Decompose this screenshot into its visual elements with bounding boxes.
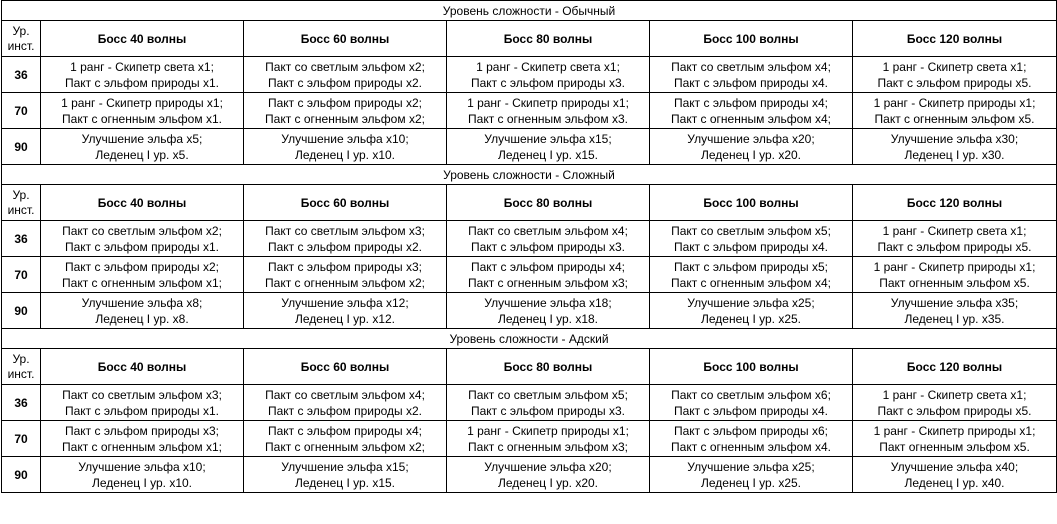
difficulty-section-row <box>2 165 1057 185</box>
table-row <box>2 129 1057 165</box>
reward-line: Пакт со светлым эльфом х5; <box>671 223 831 238</box>
reward-cell <box>244 221 447 257</box>
reward-cell <box>853 457 1057 493</box>
reward-line: Леденец I ур. х10. <box>294 147 396 162</box>
reward-line: Пакт со светлым эльфом х2; <box>265 59 425 74</box>
reward-line: 1 ранг - Скипетр природы х1; <box>467 423 629 438</box>
reward-line: Пакт с эльфом природы х5. <box>877 75 1032 90</box>
reward-line: Пакт с эльфом природы х3. <box>470 403 626 418</box>
boss-column-header: Босс 100 волны <box>650 349 853 385</box>
reward-line: Улучшение эльфа х40; <box>890 459 1019 474</box>
reward-line: 1 ранг - Скипетр света х1; <box>476 59 620 74</box>
reward-line: Пакт с огненным эльфом х2; <box>265 111 425 126</box>
reward-cell <box>853 129 1057 165</box>
reward-line: Пакт со светлым эльфом х4; <box>468 223 628 238</box>
reward-cell <box>853 293 1057 329</box>
level-column-header-line: Ур. <box>12 23 30 38</box>
table-header-row <box>2 349 1057 385</box>
table-header-row <box>2 21 1057 57</box>
instance-level-cell: 70 <box>2 257 41 293</box>
reward-cell <box>853 93 1057 129</box>
reward-cell <box>650 385 853 421</box>
reward-cell <box>650 221 853 257</box>
instance-level-cell: 90 <box>2 293 41 329</box>
reward-line: Пакт с эльфом природы х1. <box>64 75 220 90</box>
reward-cell <box>650 457 853 493</box>
reward-line: Леденец I ур. х8. <box>95 311 189 326</box>
table-row <box>2 457 1057 493</box>
reward-cell <box>650 129 853 165</box>
level-column-header <box>2 21 41 57</box>
reward-line: Улучшение эльфа х15; <box>281 459 409 474</box>
reward-line: Пакт со светлым эльфом х2; <box>62 223 222 238</box>
boss-column-header: Босс 80 волны <box>447 185 650 221</box>
reward-cell <box>447 129 650 165</box>
reward-line: Улучшение эльфа х10; <box>281 131 409 146</box>
table-row <box>2 57 1057 93</box>
reward-cell <box>650 257 853 293</box>
level-column-header-line: инст. <box>7 38 35 53</box>
reward-cell <box>650 93 853 129</box>
reward-line: 1 ранг - Скипетр света х1; <box>882 59 1027 74</box>
table-row <box>2 221 1057 257</box>
level-column-header-line: инст. <box>7 202 35 217</box>
reward-line: Улучшение эльфа х10; <box>78 459 206 474</box>
difficulty-section-title: Уровень сложности - Сложный <box>2 165 1057 185</box>
reward-line: Пакт с эльфом природы х6; <box>673 423 829 438</box>
reward-line: Леденец I ур. х35. <box>904 311 1005 326</box>
reward-cell <box>41 457 244 493</box>
reward-line: Леденец I ур. х20. <box>700 147 802 162</box>
reward-line: Пакт с огненным эльфом х3; <box>468 275 628 290</box>
boss-column-header: Босс 100 волны <box>650 21 853 57</box>
level-column-header-line: Ур. <box>12 351 30 366</box>
instance-level-cell: 70 <box>2 93 41 129</box>
reward-cell <box>41 57 244 93</box>
reward-line: Пакт с эльфом природы х2; <box>64 259 220 274</box>
reward-line: 1 ранг - Скипетр природы х1; <box>467 95 629 110</box>
reward-line: 1 ранг - Скипетр природы х1; <box>873 423 1036 438</box>
boss-column-header: Босс 60 волны <box>244 185 447 221</box>
reward-line: Пакт с эльфом природы х4; <box>267 423 423 438</box>
reward-line: Пакт с эльфом природы х2. <box>267 239 423 254</box>
reward-cell <box>447 221 650 257</box>
table-row <box>2 257 1057 293</box>
reward-line: Улучшение эльфа х12; <box>281 295 409 310</box>
reward-line: Пакт с огненным эльфом х2; <box>265 439 425 454</box>
table-row <box>2 385 1057 421</box>
reward-cell <box>447 385 650 421</box>
reward-cell <box>41 385 244 421</box>
reward-cell <box>244 293 447 329</box>
reward-line: 1 ранг - Скипетр света х1; <box>70 59 214 74</box>
difficulty-section-title: Уровень сложности - Адский <box>2 329 1057 349</box>
reward-line: 1 ранг - Скипетр природы х1; <box>873 259 1036 274</box>
reward-line: Пакт с эльфом природы х4. <box>673 403 829 418</box>
reward-line: Леденец I ур. х15. <box>294 475 396 490</box>
reward-line: Пакт с огненным эльфом х2; <box>265 275 425 290</box>
reward-line: Пакт с эльфом природы х4; <box>673 95 829 110</box>
reward-line: Пакт с огненным эльфом х3; <box>468 439 628 454</box>
boss-column-header: Босс 80 волны <box>447 21 650 57</box>
boss-column-header: Босс 60 волны <box>244 349 447 385</box>
reward-line: Пакт с огненным эльфом х3. <box>468 111 628 126</box>
reward-line: Пакт с огненным эльфом х1. <box>62 111 222 126</box>
reward-line: Леденец I ур. х30. <box>904 147 1005 162</box>
reward-cell <box>244 257 447 293</box>
table-row <box>2 421 1057 457</box>
reward-cell <box>447 421 650 457</box>
reward-line: Пакт со светлым эльфом х4; <box>265 387 425 402</box>
reward-cell <box>650 293 853 329</box>
reward-cell <box>853 57 1057 93</box>
boss-column-header: Босс 120 волны <box>853 185 1057 221</box>
difficulty-section-row <box>2 329 1057 349</box>
reward-line: 1 ранг - Скипетр света х1; <box>882 223 1027 238</box>
reward-cell <box>853 385 1057 421</box>
reward-line: Пакт с эльфом природы х2. <box>267 403 423 418</box>
table-row <box>2 93 1057 129</box>
reward-line: Леденец I ур. х25. <box>700 311 802 326</box>
reward-cell <box>650 57 853 93</box>
reward-line: Леденец I ур. х18. <box>497 311 599 326</box>
reward-line: Пакт с эльфом природы х1. <box>64 239 220 254</box>
reward-cell <box>447 457 650 493</box>
reward-line: Пакт с огненным эльфом х1; <box>62 439 222 454</box>
table-row <box>2 293 1057 329</box>
reward-line: Пакт с эльфом природы х3. <box>470 75 626 90</box>
reward-line: Пакт с огненным эльфом х4; <box>671 111 831 126</box>
reward-line: Пакт со светлым эльфом х4; <box>671 59 831 74</box>
reward-line: Леденец I ур. х20. <box>497 475 599 490</box>
reward-line: Пакт с эльфом природы х1. <box>64 403 220 418</box>
reward-cell <box>447 293 650 329</box>
reward-line: Пакт с огненным эльфом х4. <box>671 439 831 454</box>
reward-line: 1 ранг - Скипетр природы х1; <box>873 95 1036 110</box>
instance-level-cell: 70 <box>2 421 41 457</box>
reward-line: Леденец I ур. х12. <box>294 311 396 326</box>
table-header-row <box>2 185 1057 221</box>
reward-cell <box>853 257 1057 293</box>
reward-cell <box>41 129 244 165</box>
instance-level-cell: 36 <box>2 221 41 257</box>
reward-line: Пакт огненным эльфом х5. <box>879 275 1030 290</box>
reward-line: Улучшение эльфа х30; <box>890 131 1019 146</box>
boss-column-header: Босс 120 волны <box>853 21 1057 57</box>
boss-column-header: Босс 100 волны <box>650 185 853 221</box>
reward-line: Пакт с огненным эльфом х4; <box>671 275 831 290</box>
reward-cell <box>244 421 447 457</box>
reward-line: Пакт с огненным эльфом х5. <box>874 111 1035 126</box>
reward-line: Улучшение эльфа х20; <box>687 131 815 146</box>
reward-line: Пакт со светлым эльфом х3; <box>265 223 425 238</box>
reward-line: Пакт со светлым эльфом х6; <box>671 387 831 402</box>
reward-line: Пакт с эльфом природы х4. <box>673 239 829 254</box>
level-column-header-line: Ур. <box>12 187 30 202</box>
reward-line: Пакт с эльфом природы х4. <box>673 75 829 90</box>
reward-line: Улучшение эльфа х25; <box>687 295 815 310</box>
reward-line: Пакт с огненным эльфом х1; <box>62 275 222 290</box>
reward-line: Пакт с эльфом природы х2; <box>267 95 423 110</box>
difficulty-section-row <box>2 1 1057 21</box>
instance-level-cell: 90 <box>2 129 41 165</box>
reward-cell <box>41 257 244 293</box>
reward-cell <box>41 421 244 457</box>
reward-line: Леденец I ур. х5. <box>95 147 189 162</box>
level-column-header <box>2 349 41 385</box>
reward-line: Леденец I ур. х25. <box>700 475 802 490</box>
reward-line: Пакт со светлым эльфом х3; <box>62 387 222 402</box>
reward-line: Пакт с эльфом природы х5. <box>877 403 1032 418</box>
reward-cell <box>41 93 244 129</box>
reward-line: Леденец I ур. х40. <box>904 475 1005 490</box>
reward-line: Улучшение эльфа х18; <box>484 295 612 310</box>
reward-line: Улучшение эльфа х20; <box>484 459 612 474</box>
boss-column-header: Босс 40 волны <box>41 21 244 57</box>
reward-line: Улучшение эльфа х15; <box>484 131 612 146</box>
reward-cell <box>447 57 650 93</box>
reward-cell <box>650 421 853 457</box>
boss-column-header: Босс 60 волны <box>244 21 447 57</box>
reward-line: 1 ранг - Скипетр природы х1; <box>61 95 223 110</box>
reward-line: Пакт огненным эльфом х5. <box>879 439 1030 454</box>
reward-cell <box>447 93 650 129</box>
reward-cell <box>41 221 244 257</box>
reward-line: Пакт с эльфом природы х3. <box>470 239 626 254</box>
reward-line: Пакт с эльфом природы х3; <box>267 259 423 274</box>
reward-line: Пакт со светлым эльфом х5; <box>468 387 628 402</box>
instance-level-cell: 90 <box>2 457 41 493</box>
instance-level-cell: 36 <box>2 57 41 93</box>
reward-cell <box>244 385 447 421</box>
reward-cell <box>447 257 650 293</box>
reward-line: 1 ранг - Скипетр света х1; <box>882 387 1027 402</box>
reward-line: Пакт с эльфом природы х2. <box>267 75 423 90</box>
reward-line: Улучшение эльфа х8; <box>81 295 203 310</box>
rewards-table-body <box>2 1 1057 493</box>
reward-cell <box>244 93 447 129</box>
instance-level-cell: 36 <box>2 385 41 421</box>
reward-line: Пакт с эльфом природы х5; <box>673 259 829 274</box>
reward-line: Пакт с эльфом природы х4; <box>470 259 626 274</box>
reward-cell <box>41 293 244 329</box>
difficulty-section-title: Уровень сложности - Обычный <box>2 1 1057 21</box>
reward-cell <box>244 457 447 493</box>
reward-cell <box>244 57 447 93</box>
reward-line: Пакт с эльфом природы х3; <box>64 423 220 438</box>
boss-column-header: Босс 80 волны <box>447 349 650 385</box>
boss-column-header: Босс 40 волны <box>41 185 244 221</box>
reward-cell <box>853 221 1057 257</box>
reward-line: Улучшение эльфа х35; <box>890 295 1019 310</box>
reward-line: Пакт с эльфом природы х5. <box>877 239 1032 254</box>
rewards-table <box>1 0 1057 493</box>
reward-cell <box>244 129 447 165</box>
reward-line: Леденец I ур. х10. <box>91 475 193 490</box>
level-column-header <box>2 185 41 221</box>
reward-line: Улучшение эльфа х25; <box>687 459 815 474</box>
boss-column-header: Босс 120 волны <box>853 349 1057 385</box>
level-column-header-line: инст. <box>7 366 35 381</box>
reward-line: Леденец I ур. х15. <box>497 147 599 162</box>
reward-line: Улучшение эльфа х5; <box>81 131 203 146</box>
reward-cell <box>853 421 1057 457</box>
boss-column-header: Босс 40 волны <box>41 349 244 385</box>
